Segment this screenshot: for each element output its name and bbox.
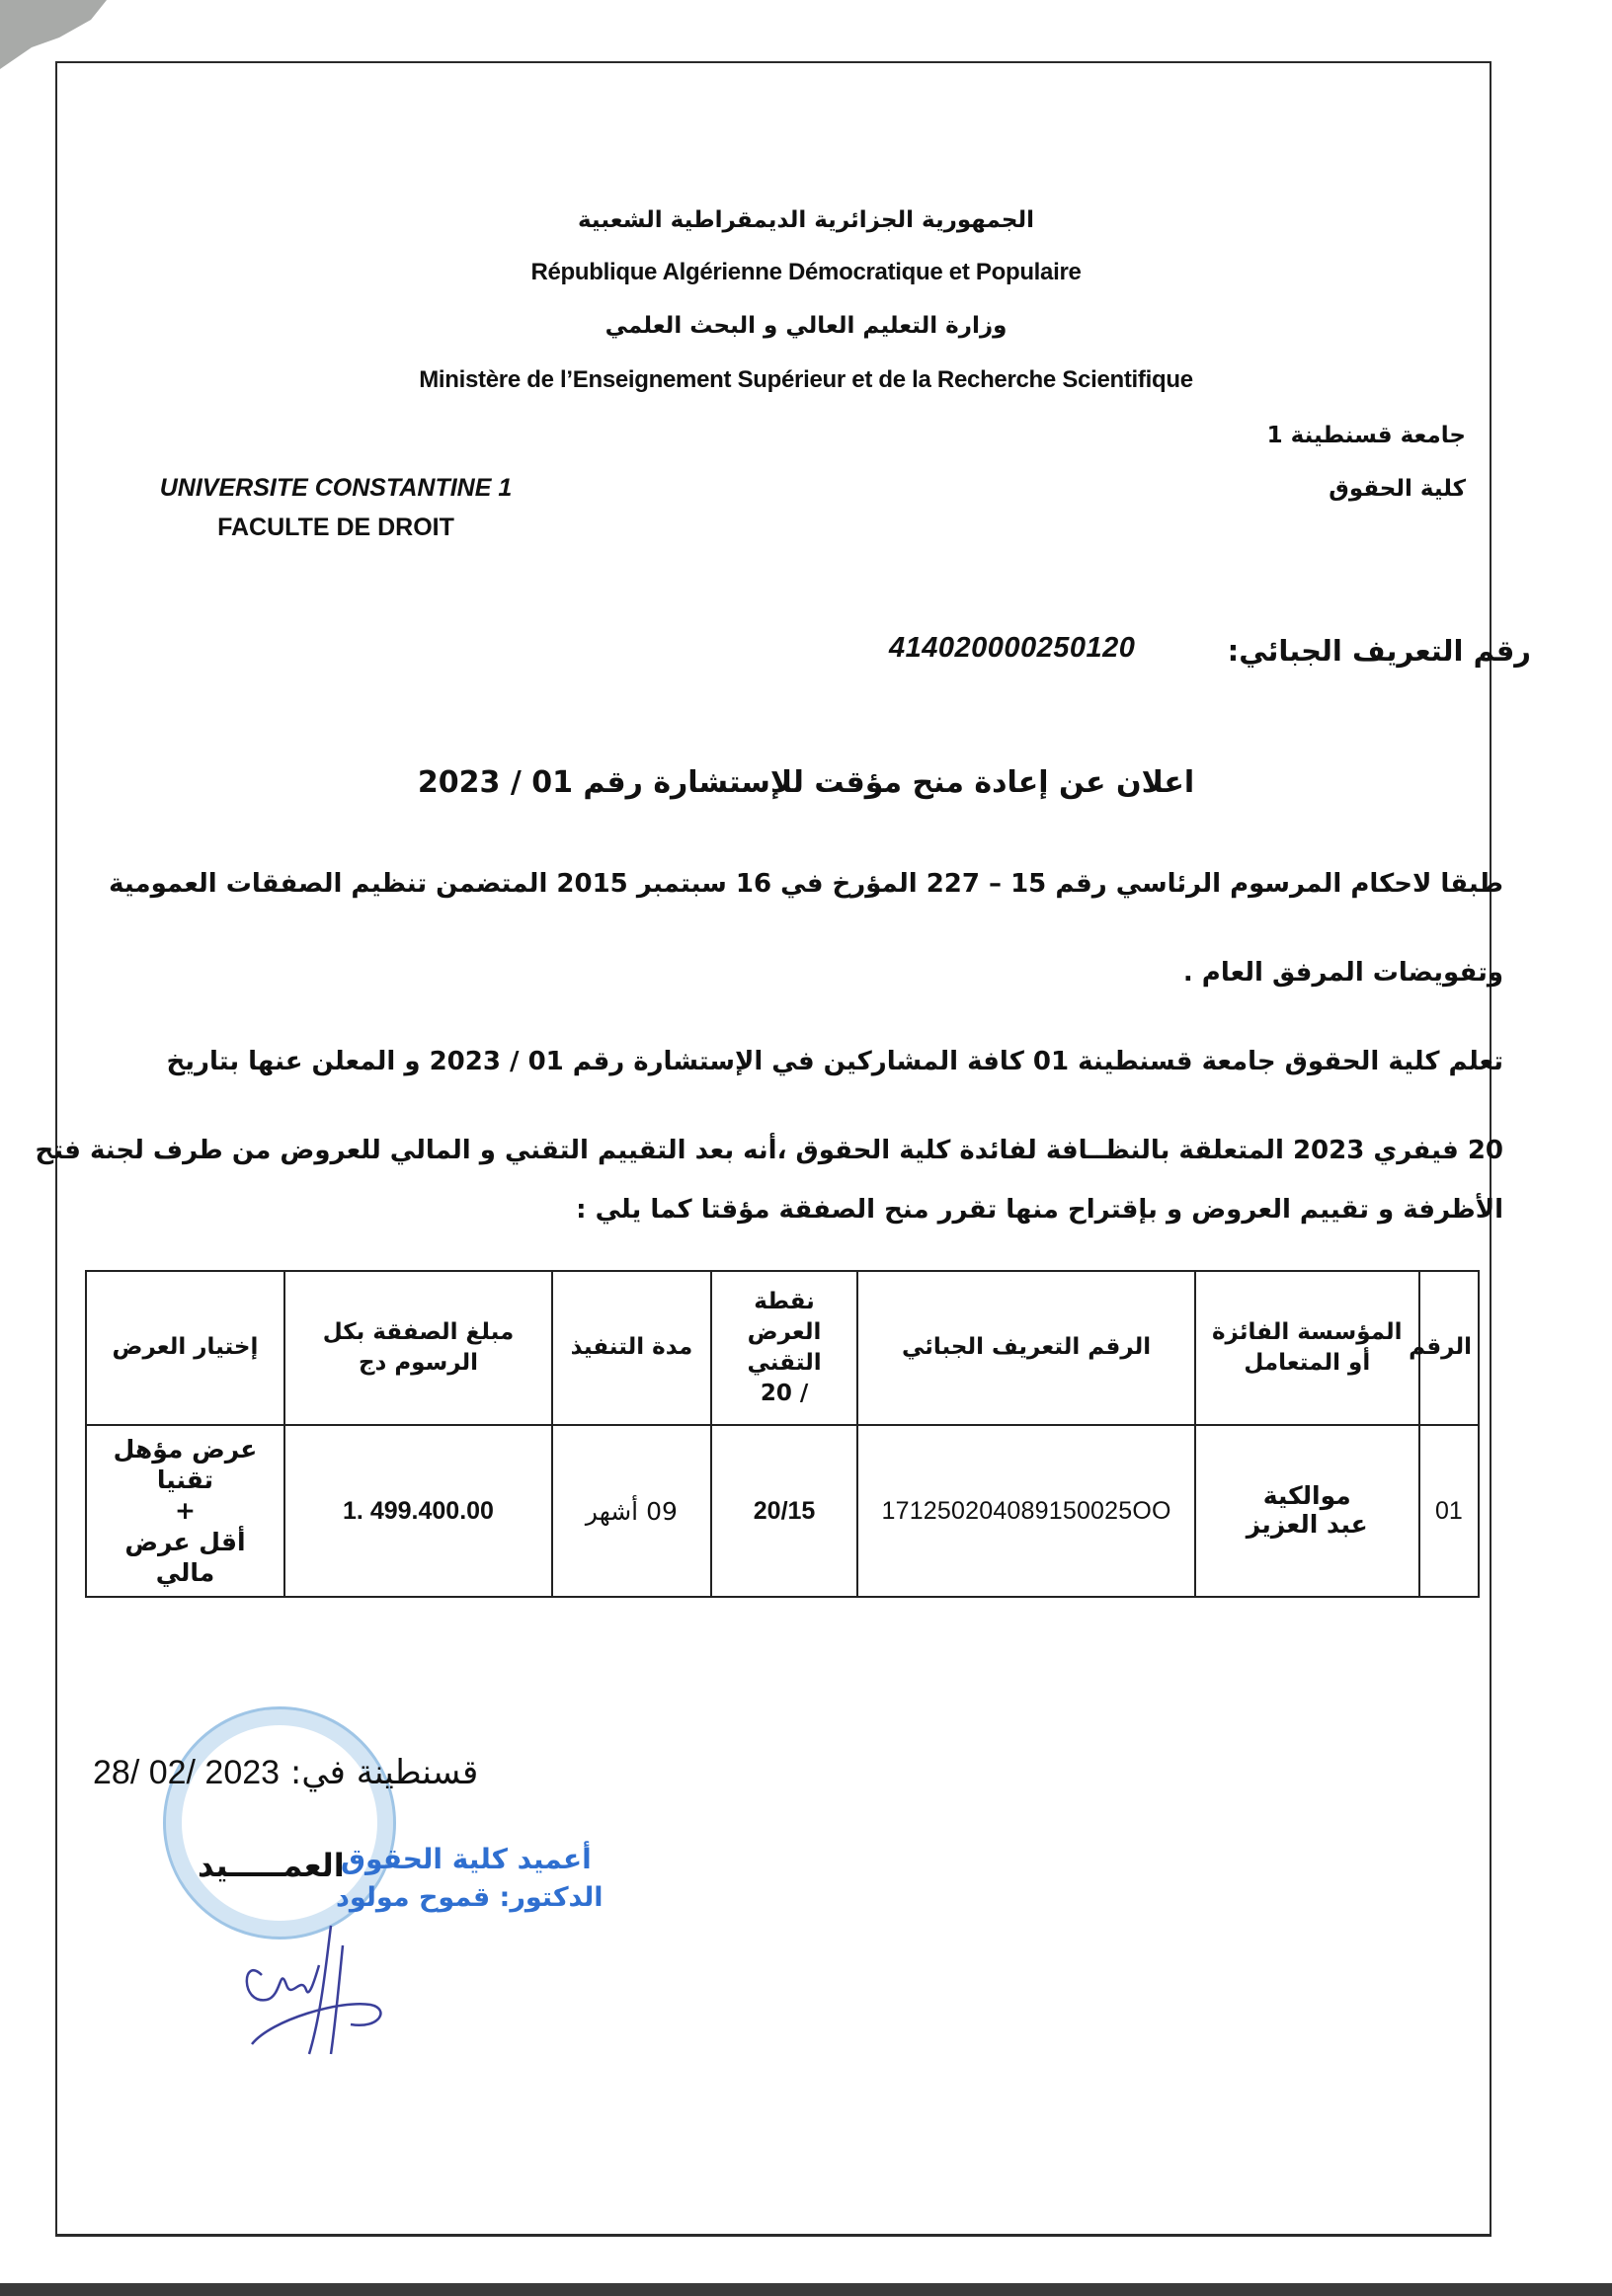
cell-nif: 171250204089150025OO: [857, 1425, 1194, 1597]
header-nif: الرقم التعريف الجبائي: [857, 1271, 1194, 1425]
body-line-4: 20 فيفري 2023 المتعلقة بالنظــافة لفائدة كلية الحقوق ،أنه بعد التقييم التقني و المالي للعروض من طرف لجنة فتح: [35, 1136, 1503, 1165]
header-amount-line1: مبلغ الصفقة بكل: [322, 1318, 515, 1345]
ministry-title-fr: Ministère de l’Enseignement Supérieur et de la Recherche Scientifique: [419, 366, 1193, 393]
cell-score-value: 20/15: [753, 1496, 816, 1525]
header-company: [1195, 1271, 1419, 1425]
cell-choice-line4: أقل عرض مالي: [124, 1527, 246, 1587]
issue-date: 28/ 02/ 2023: [93, 1754, 281, 1791]
header-company-line1: المؤسسة الفائزة: [1211, 1318, 1403, 1345]
cell-choice-line3: +: [174, 1496, 196, 1526]
cell-choice: [86, 1425, 284, 1597]
dean-title: العمـــــيد: [198, 1847, 345, 1884]
award-table: [85, 1270, 1480, 1598]
cell-amount: [284, 1425, 552, 1597]
tax-id-value: 414020000250120: [889, 632, 1136, 664]
body-line-1: طبقا لاحكام المرسوم الرئاسي رقم 15 – 227 المؤرخ في 16 سبتمبر 2015 المتضمن تنظيم الصفقات العمومية: [109, 869, 1503, 899]
stamp-text-line2: الدكتور: قموح مولود: [336, 1882, 604, 1913]
body-line-5: الأظرفة و تقييم العروض و بإقتراح منها تقرر منح الصفقة مؤقتا كما يلي :: [576, 1195, 1503, 1225]
cell-company: [1195, 1425, 1419, 1597]
cell-choice-line1: عرض مؤهل: [113, 1434, 258, 1464]
header-duration: مدة التنفيذ: [552, 1271, 711, 1425]
faculty-name-ar: كلية الحقوق: [1329, 476, 1466, 502]
cell-choice-line2: تقنيا: [156, 1465, 214, 1495]
ministry-title-ar: وزارة التعليم العالي و البحث العلمي: [604, 313, 1008, 339]
announcement-title: اعلان عن إعادة منح مؤقت للإستشارة رقم 01 / 2023: [417, 765, 1195, 800]
cell-score: [711, 1425, 858, 1597]
header-company-line2: أو المتعامل: [1244, 1350, 1371, 1376]
header-score-line2: العرض: [747, 1318, 822, 1345]
header-number: الرقم: [1419, 1271, 1479, 1425]
cell-company-line1: موالكية: [1262, 1481, 1351, 1511]
header-score-line4: / 20: [760, 1381, 809, 1407]
body-line-2: وتفويضات المرفق العام .: [1182, 958, 1503, 988]
cell-amount-value: 1. 499.400.00: [343, 1496, 494, 1525]
body-line-3: تعلم كلية الحقوق جامعة قسنطينة 01 كافة المشاركين في الإستشارة رقم 01 / 2023 و المعلن عنها بتاريخ: [166, 1047, 1503, 1076]
university-name-ar: جامعة قسنطينة 1: [1266, 423, 1466, 448]
header-choice: إختيار العرض: [86, 1271, 284, 1425]
header-score: [711, 1271, 858, 1425]
tax-id-label: رقم التعريف الجبائي:: [1227, 634, 1531, 668]
republic-title-fr: République Algérienne Démocratique et Populaire: [530, 259, 1082, 285]
header-amount-line2: الرسوم دج: [358, 1350, 479, 1376]
table-row: [86, 1425, 1479, 1597]
place-date: [93, 1753, 478, 1792]
place-label: قسنطينة في:: [289, 1753, 479, 1792]
cell-number: 01: [1419, 1425, 1479, 1597]
signature-icon: [232, 1906, 430, 2064]
header-score-line3: التقني: [747, 1350, 822, 1376]
header-score-line1: نقطة: [754, 1288, 815, 1314]
table-header-row: [86, 1271, 1479, 1425]
header-amount: [284, 1271, 552, 1425]
university-name-fr: UNIVERSITE CONSTANTINE 1: [159, 474, 513, 502]
cell-company-line2: عبد العزيز: [1246, 1510, 1368, 1539]
scan-edge: [0, 2283, 1612, 2296]
cell-duration: 09 أشهر: [552, 1425, 711, 1597]
faculty-name-fr: FACULTE DE DROIT: [217, 514, 454, 541]
stamp-text-line1: أعميد كلية الحقوق: [341, 1843, 592, 1875]
republic-title-ar: الجمهورية الجزائرية الديمقراطية الشعبية: [577, 207, 1035, 233]
